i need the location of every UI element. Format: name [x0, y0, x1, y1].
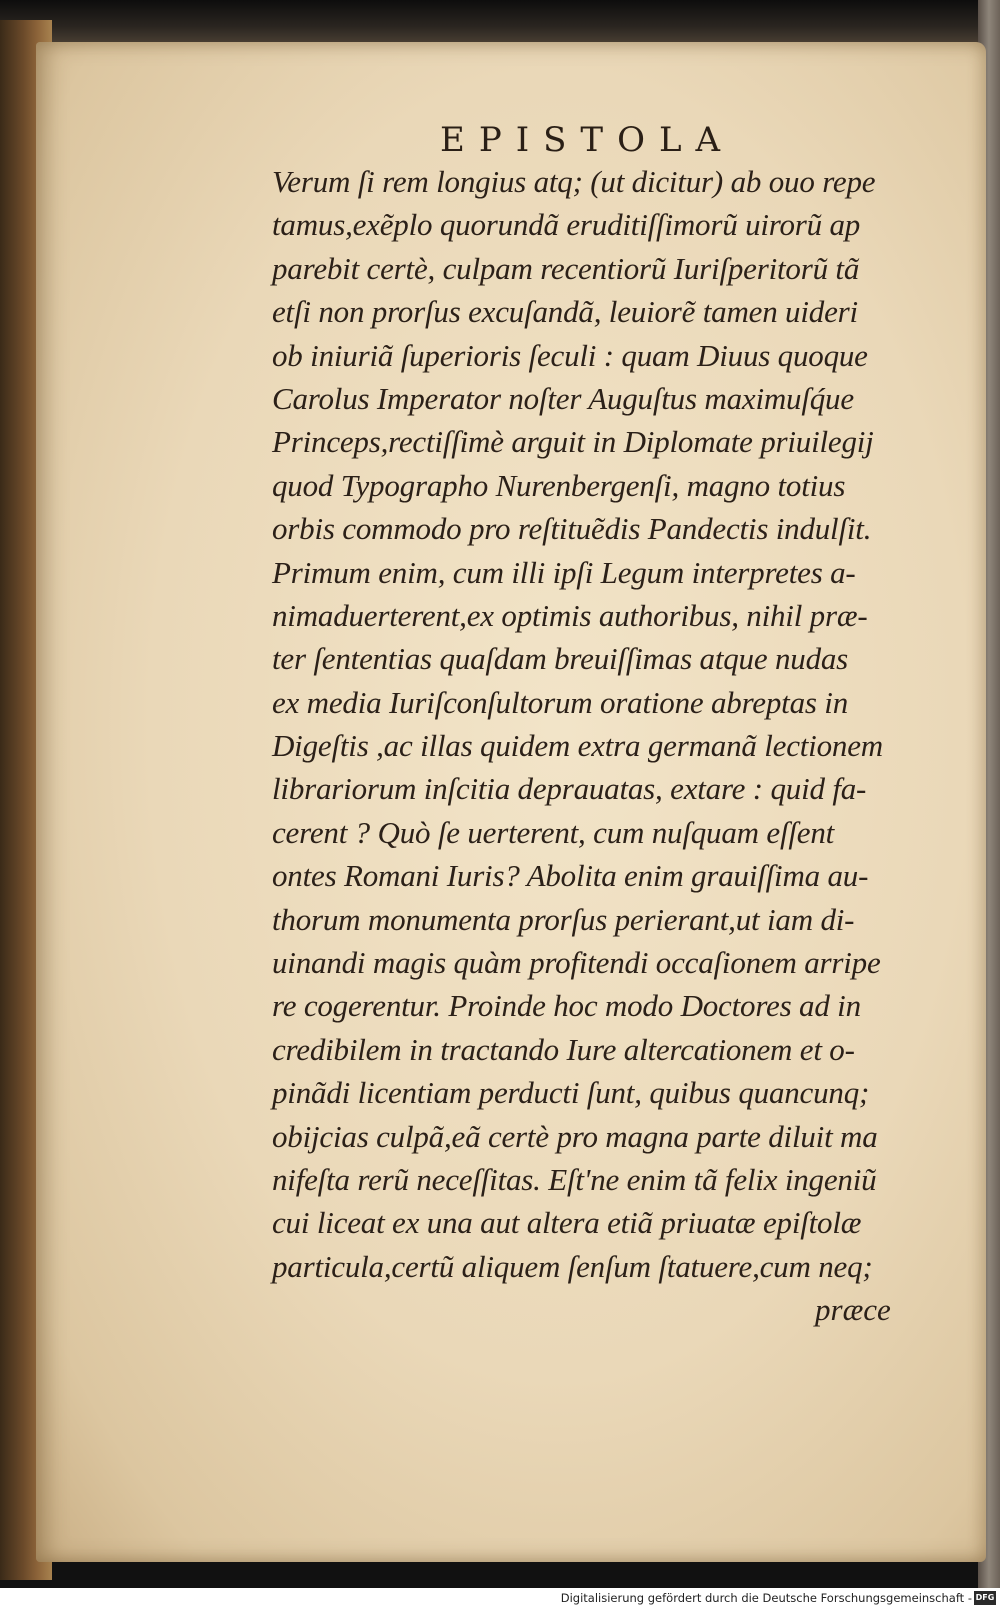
text-line: ex media Iuriſconſultorum oratione abreptas in: [272, 684, 849, 720]
text-line: etſi non prorſus excuſandã, leuiorẽ tamen uideri: [272, 294, 858, 330]
text-line: Verum ſi rem longius atq; (ut dicitur) ab ouo repe: [272, 164, 876, 199]
text-line: cerent ? Quò ſe uerterent, cum nuſquam eſſent: [272, 814, 835, 850]
text-line: parebit certè, culpam recentiorũ Iuriſperitorũ tã: [272, 250, 860, 286]
text-line: credibilem in tractando Iure altercationem et o-: [272, 1031, 855, 1067]
page-body: [272, 160, 912, 1288]
text-line: tamus,exẽplo quorundã eruditiſſimorũ uirorũ ap: [272, 207, 861, 243]
text-line: uinandi magis quàm profitendi occaſionem arripe: [272, 945, 881, 981]
text-line: Digeſtis ,ac illas quidem extra germanã lectionem: [272, 728, 883, 764]
footer-bar: [0, 1588, 1000, 1610]
text-line: ter ſententias quaſdam breuiſſimas atque nudas: [272, 641, 849, 677]
running-header: EPISTOLA: [440, 120, 735, 160]
text-line: thorum monumenta prorſus perierant,ut iam di-: [272, 901, 855, 937]
text-line: quod Typographo Nurenbergenſi, magno totius: [272, 467, 846, 503]
text-line: Princeps,rectiſſimè arguit in Diplomate priuilegij: [272, 424, 874, 460]
text-line: re cogerentur. Proinde hoc modo Doctores ad in: [272, 988, 861, 1024]
text-line: Carolus Imperator noſter Auguſtus maximuſq́ue: [272, 380, 854, 416]
text-line: ob iniuriã ſuperioris ſeculi : quam Diuus quoque: [272, 337, 868, 373]
text-line: obijcias culpã,eã certè pro magna parte diluit ma: [272, 1118, 878, 1154]
book-top-edge: [0, 0, 1000, 44]
text-line: pinãdi licentiam perducti ſunt, quibus quancunq;: [272, 1075, 870, 1111]
text-line: ontes Romani Iuris? Abolita enim grauiſſima au-: [272, 858, 869, 894]
dfg-logo-icon: DFG: [974, 1591, 996, 1605]
text-line: orbis commodo pro reſtituẽdis Pandectis indulſit.: [272, 511, 872, 547]
text-line: librariorum inſcitia deprauatas, extare : quid fa-: [272, 771, 867, 807]
text-line: nifeſta rerũ neceſſitas. Eſt'ne enim tã felix ingeniũ: [272, 1161, 877, 1197]
catchword: præce: [815, 1292, 891, 1327]
text-line: nimaduerterent,ex optimis authoribus, nihil præ-: [272, 597, 868, 633]
text-line: Primum enim, cum illi ipſi Legum interpretes a-: [272, 554, 856, 590]
footer-credit: Digitalisierung gefördert durch die Deutsche Forschungsgemeinschaft -: [560, 1591, 972, 1605]
text-line: particula,certũ aliquem ſenſum ſtatuere,cum neq;: [272, 1248, 873, 1284]
text-line: cui liceat ex una aut altera etiã priuatæ epiſtolæ: [272, 1205, 862, 1241]
